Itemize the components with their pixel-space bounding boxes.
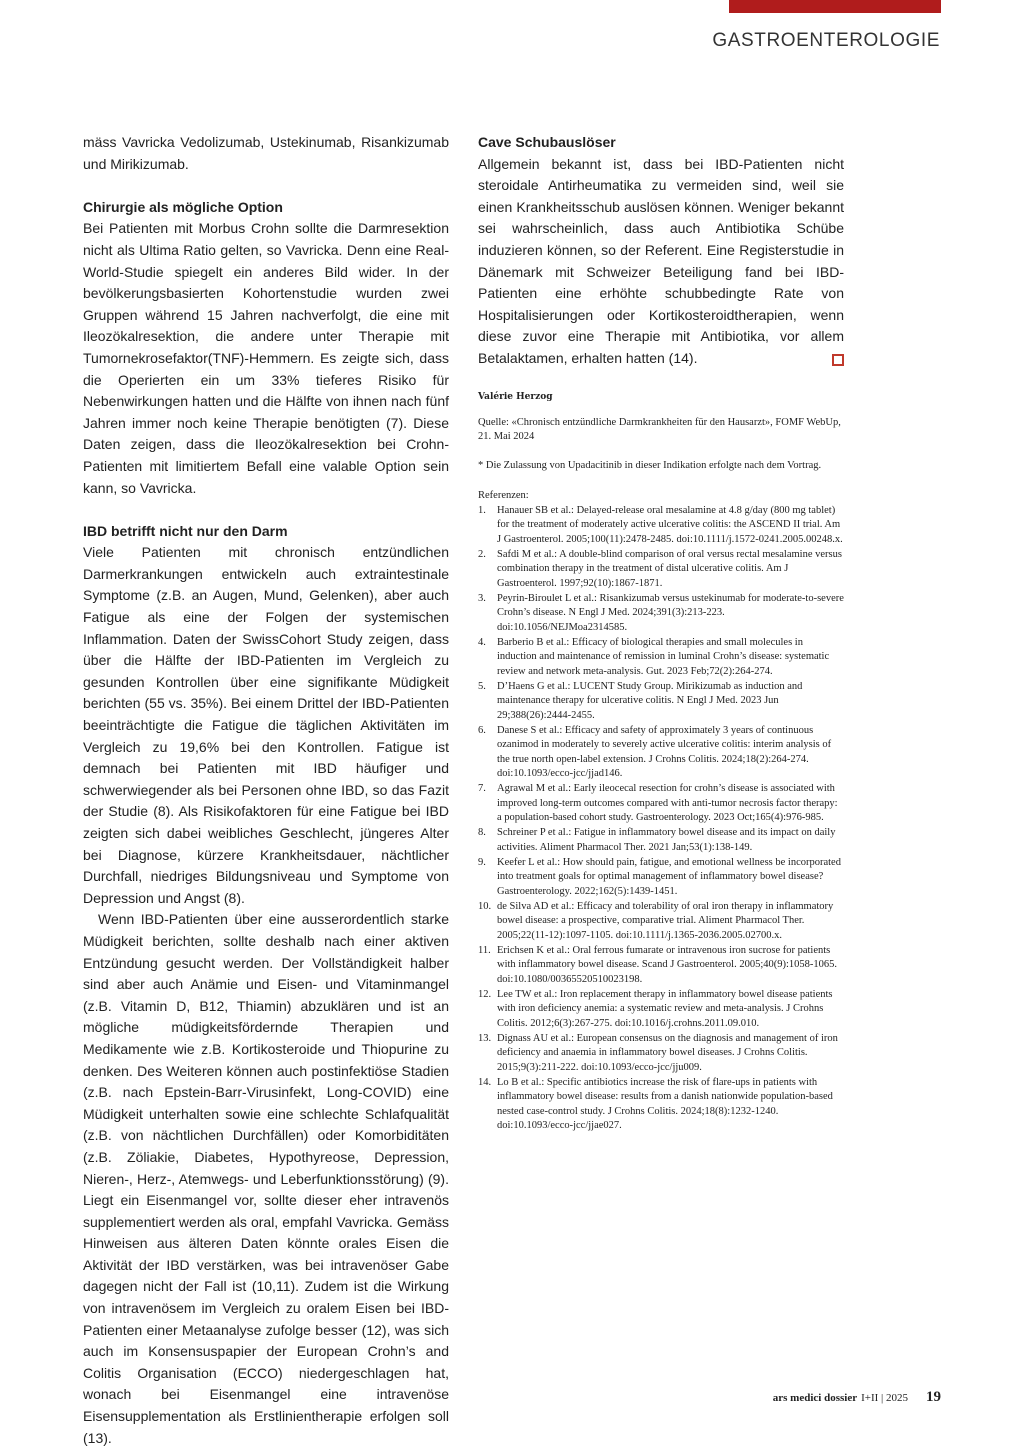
author-name: Valérie Herzog <box>478 391 553 402</box>
reference-number: 4. <box>478 636 486 648</box>
heading-chirurgie: Chirurgie als mögliche Option <box>83 198 283 215</box>
paragraph-chirurgie: Bei Patienten mit Morbus Crohn sollte die Darmresektion nicht als Ultima Ratio gelten, so Vavricka. Denn eine Real-World-Studie spiegelt ein anderes Bild wider. In der bevölkerungsbasierten Kohortenstudie wurden zwei Gruppen während 15 Jahren nachverfolgt, die eine mit Ileozökalresektion, die andere unter Therapie mit Tumornekrosefaktor(TNF)-Hemmern. Es zeigte sich, dass die Operierten ein um 33% tieferes Risiko für Nebenwirkungen hatten und die Hälfte von ihnen nach fünf Jahren immer noch keine Therapie benötigten (7). Diese Daten zeigen, dass die Ileozökalresektion bei Crohn-Patienten mit limitiertem Befall eine valable Option sein kann, so Vavricka. <box>83 220 449 496</box>
reference-item <box>478 680 844 724</box>
right-column <box>478 132 844 1134</box>
section-label: GASTROENTEROLOGIE <box>712 30 940 51</box>
reference-number: 12. <box>478 988 492 1000</box>
reference-text: Dignass AU et al.: European consensus on the diagnosis and management of iron deficiency and anaemia in inflammatory bowel diseases. J Crohns Colitis. 2015;9(3):211-222. doi:10.1093/ecco-jcc/jju009. <box>497 1032 838 1073</box>
reference-text: Agrawal M et al.: Early ileocecal resection for crohn’s disease is associated with improved long-term outcomes compared with anti-tumor necrosis factor therapy: a population-based cohort study. Gastroenterology. 2023 Oct;165(4):976-985. <box>497 783 838 824</box>
reference-item <box>478 944 844 988</box>
references-title: Referenzen: <box>478 490 529 502</box>
reference-number: 7. <box>478 783 486 795</box>
paragraph-ibd-1: Viele Patienten mit chronisch entzündlichen Darmerkrankungen entwickeln auch extraintestinale Symptome (z.B. an Augen, Mund, Gelenken), aber auch Fatigue als eine der Folgen der systemischen Inflammation. Daten der SwissCohort Study zeigen, dass über die Hälfte der IBD-Patienten im Vergleich zu gesunden Kontrollen über eine signifikante Müdigkeit berichten (55 vs. 35%). Bei einem Drittel der IBD-Patienten beeinträchtigte die Fatigue die täglichen Aktivitäten im Vergleich zu 19,6% bei den Kontrollen. Fatigue ist demnach bei Patienten mit IBD häufiger und schwerwiegender als bei Personen ohne IBD, so das Fazit der Studie (8). Als Risikofaktoren für eine Fatigue bei IBD zeigten sich dabei weibliches Geschlecht, jüngeres Alter bei Diagnose, kürzere Krankheitsdauer, nächtlicher Durchfall, niedriges Bildungsniveau und Symptome von Depression und Angst (8). <box>83 544 449 906</box>
intro-paragraph: mäss Vavricka Vedolizumab, Ustekinumab, Risankizumab und Mirikizumab. <box>83 134 449 172</box>
reference-number: 8. <box>478 827 486 839</box>
reference-text: Safdi M et al.: A double-blind comparison of oral versus rectal mesalamine versus combination therapy in the treatment of distal ulcerative colitis. Am J Gastroenterol. 1997;92(10):1867-1871. <box>497 548 842 589</box>
reference-text: Hanauer SB et al.: Delayed-release oral mesalamine at 4.8 g/day (800 mg tablet) for the treatment of moderately active ulcerative colitis: the ASCEND II trial. Am J Gastroenterol. 2005;100(11):2478-2485. doi:10.1111/j.1572-0241.2005.00248.x. <box>497 504 843 545</box>
reference-number: 13. <box>478 1032 492 1044</box>
footer-issue: I+II | 2025 <box>861 1392 908 1404</box>
reference-text: Keefer L et al.: How should pain, fatigue, and emotional wellness be incorporated into treatment goals for optimal management of inflammatory bowel disease? Gastroenterology. 2022;162(5):1439-1451. <box>497 856 841 897</box>
heading-cave: Cave Schubauslöser <box>478 134 616 150</box>
footer-brand: ars medici dossier <box>772 1392 858 1404</box>
reference-item <box>478 592 844 636</box>
heading-ibd: IBD betrifft nicht nur den Darm <box>83 522 288 539</box>
reference-number: 6. <box>478 724 486 736</box>
paragraph-cave-text: Allgemein bekannt ist, dass bei IBD-Patienten nicht steroidale Antirheumatika zu vermeiden sind, weil sie einen Krankheitsschub auslösen können. Weniger bekannt sei wahrscheinlich, dass auch Antibiotika Schübe induzieren können, so der Referent. Eine Registerstudie in Dänemark mit Schweizer Beteiligung fand bei IBD-Patienten eine erhöhte schubbedingte Rate von Hospitalisierungen oder Kortikosteroidtherapien, wenn diese zuvor eine Therapie mit Antibiotika, vor allem Betalaktamen, erhalten hatten (14). <box>478 155 844 366</box>
reference-text: Schreiner P et al.: Fatigue in inflammatory bowel disease and its impact on daily activities. Aliment Pharmacol Ther. 2021 Jan;53(1):138-149. <box>497 827 836 853</box>
reference-text: Lee TW et al.: Iron replacement therapy in inflammatory bowel disease patients with iron deficiency anemia: a systematic review and meta-analysis. J Crohns Colitis. 2012;6(3):267-275. doi:10.1016/j.crohns.2011.09.010. <box>497 988 833 1029</box>
reference-item <box>478 826 844 855</box>
reference-item <box>478 1076 844 1134</box>
paragraph-ibd-2: Wenn IBD-Patienten über eine ausserordentlich starke Müdigkeit berichten, sollte deshalb nach einer aktiven Entzündung gesucht werden. Der Vollständigkeit halber sind aber auch Anämie und Eisen- und Vitaminmangel (z.B. Vitamin D, B12, Thiamin) abzuklären und ist an mögliche müdigkeitsfördernde Therapien und Medikamente wie z.B. Kortikosteroide und Thiopurine zu denken. Des Weiteren können auch postinfektiöse Stadien (z.B. nach Epstein-Barr-Virusinfekt, Long-COVID) eine Müdigkeit unterhalten sowie eine schlechte Schlafqualität (z.B. von nächtlichen Durchfällen) oder Komorbiditäten (z.B. Zöliakie, Diabetes, Hypothyreose, Depression, Nieren-, Herz-, Atemwegs- und Leberfunktionsstörung) (9). Liegt ein Eisenmangel vor, sollte dieser eher intravenös supplementiert werden als oral, empfahl Vavricka. Gemäss Hinweisen aus älteren Daten könnte orales Eisen die Aktivität der IBD verstärken, was bei intravenöser Gabe dagegen nicht der Fall ist (10,11). Zudem ist die Wirkung von intravenösem im Vergleich zu oralem Eisen bei IBD-Patienten einer Metaanalyse zufolge besser (12), was sich auch im Konsensuspapier der European Crohn’s and Colitis Organisation (ECCO) niedergeschlagen hat, wonach bei Eisenmangel eine intravenöse Eisensupplementation als Erstlinientherapie erfolgen soll (13). <box>83 911 449 1446</box>
reference-item <box>478 1032 844 1076</box>
footnote: * Die Zulassung von Upadacitinib in dieser Indikation erfolgte nach dem Vortrag. <box>478 459 822 471</box>
reference-item <box>478 724 844 782</box>
reference-text: de Silva AD et al.: Efficacy and tolerability of oral iron therapy in inflammatory bowel disease: a prospective, comparative trial. Aliment Pharmacol Ther. 2005;22(11-12):1097-1105. doi:10.1111/j.1365-2036.2005.02700.x. <box>497 900 834 941</box>
source-note: Quelle: «Chronisch entzündliche Darmkrankheiten für den Hausarzt», FOMF WebUp, 21. Mai 2024 <box>478 416 841 443</box>
reference-number: 2. <box>478 548 486 560</box>
header-accent-bar <box>729 0 941 13</box>
reference-item <box>478 856 844 900</box>
reference-number: 9. <box>478 856 486 868</box>
reference-text: D’Haens G et al.: LUCENT Study Group. Mirikizumab as induction and maintenance therapy for ulcerative colitis. N Engl J Med. 2023 Jun 29;388(26):2444-2455. <box>497 680 803 721</box>
references-list <box>478 504 844 1134</box>
reference-item <box>478 900 844 944</box>
reference-item <box>478 504 844 548</box>
page-footer <box>773 1389 941 1406</box>
page-number: 19 <box>926 1389 941 1405</box>
reference-text: Peyrin-Biroulet L et al.: Risankizumab versus ustekinumab for moderate-to-severe Crohn’s disease. N Engl J Med. 2024;391(3):213-223. doi:10.1056/NEJMoa2314585. <box>497 592 844 633</box>
reference-text: Lo B et al.: Specific antibiotics increase the risk of flare-ups in patients with inflammatory bowel disease: results from a danish nationwide population-based nested case-control study. J Crohns Colitis. 2024;18(8):1232-1240. doi:10.1093/ecco-jcc/jjae027. <box>497 1076 833 1132</box>
reference-item <box>478 548 844 592</box>
reference-number: 11. <box>478 944 491 956</box>
paragraph-cave <box>478 154 844 370</box>
reference-item <box>478 636 844 680</box>
reference-number: 3. <box>478 592 486 604</box>
reference-item <box>478 988 844 1032</box>
reference-text: Danese S et al.: Efficacy and safety of approximately 3 years of continuous ozanimod in moderately to severely active ulcerative colitis: interim analysis of the true north open-label extension. J Crohns Colitis. 2024;18(2):264-274. doi:10.1093/ecco-jcc/jjad146. <box>497 724 832 780</box>
reference-number: 5. <box>478 680 486 692</box>
left-column <box>83 132 449 1449</box>
reference-number: 1. <box>478 504 486 516</box>
reference-number: 14. <box>478 1076 492 1088</box>
reference-text: Barberio B et al.: Efficacy of biological therapies and small molecules in induction and maintenance of remission in luminal Crohn’s disease: systematic review and network meta-analysis. Gut. 2023 Feb;72(2):264-274. <box>497 636 830 677</box>
reference-text: Erichsen K et al.: Oral ferrous fumarate or intravenous iron sucrose for patients with inflammatory bowel disease. Scand J Gastroenterol. 2005;40(9):1058-1065. doi:10.1080/00365520510023198. <box>497 944 838 985</box>
end-square-icon <box>832 354 844 366</box>
reference-item <box>478 782 844 826</box>
reference-number: 10. <box>478 900 492 912</box>
